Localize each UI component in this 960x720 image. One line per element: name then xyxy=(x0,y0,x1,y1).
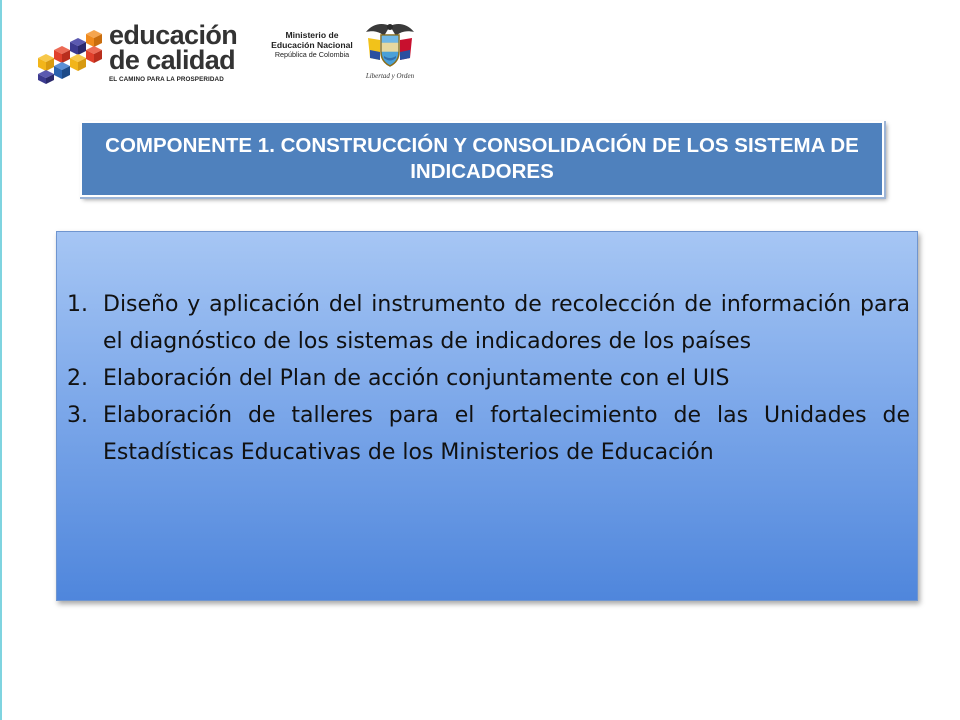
list-item-text: Diseño y aplicación del instrumento de recolección de información para el diagnóstico de los sistemas de indicadores de los países xyxy=(103,292,910,354)
ministry-line3: República de Colombia xyxy=(274,50,350,60)
activities-list xyxy=(67,286,910,471)
slide-title: COMPONENTE 1. CONSTRUCCIÓN Y CONSOLIDACIÓN DE LOS SISTEMA DE INDICADORES xyxy=(105,133,859,183)
ministry-line1: Ministerio de xyxy=(285,30,339,40)
list-item-number: 2. xyxy=(67,366,88,391)
list-item-text: Elaboración de talleres para el fortalecimiento de las Unidades de Estadísticas Educativas de los Ministerios de Educación xyxy=(103,403,910,465)
left-edge-rule xyxy=(0,0,2,720)
ministry-line2: Educación Nacional xyxy=(271,40,353,51)
ministry-motto: Libertad y Orden xyxy=(365,72,415,80)
list-item xyxy=(67,286,910,360)
list-item xyxy=(67,360,910,397)
logo-text-line2: de calidad xyxy=(109,45,236,75)
logo-text-line1: educación xyxy=(109,20,238,50)
educacion-de-calidad-logo xyxy=(30,22,245,84)
logo-tagline: EL CAMINO PARA LA PROSPERIDAD xyxy=(109,76,224,83)
coat-of-arms-icon xyxy=(362,20,418,70)
title-banner xyxy=(80,121,884,197)
cubes-logo-icon xyxy=(30,28,108,84)
list-item-text: Elaboración del Plan de acción conjuntamente con el UIS xyxy=(103,366,730,391)
list-item-number: 3. xyxy=(67,403,88,428)
ministry-logo-text xyxy=(262,30,362,60)
list-item-number: 1. xyxy=(67,292,88,317)
content-panel xyxy=(56,231,918,601)
list-item xyxy=(67,397,910,471)
